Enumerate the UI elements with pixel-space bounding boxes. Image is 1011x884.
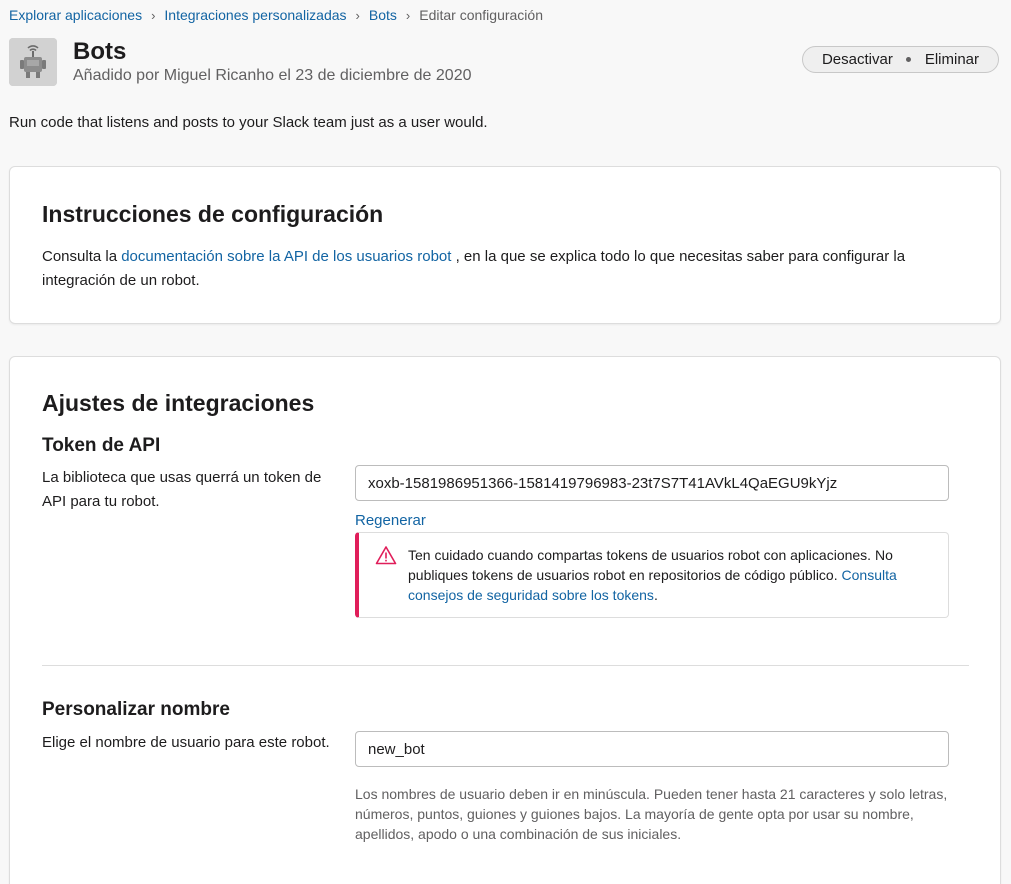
divider <box>42 665 969 666</box>
app-description: Run code that listens and posts to your Slack team just as a user would. <box>9 114 488 131</box>
deactivate-button[interactable]: Desactivar <box>821 51 893 68</box>
warning-end: . <box>653 587 658 603</box>
settings-title: Ajustes de integraciones <box>42 390 315 416</box>
api-token-description: La biblioteca que usas querrá un token de API para tu robot. <box>42 469 322 510</box>
warning-text <box>408 545 928 605</box>
integration-settings-card <box>9 356 1001 884</box>
separator-dot <box>906 57 911 62</box>
bot-api-docs-link[interactable]: documentación sobre la API de los usuarios robot <box>121 248 452 265</box>
setup-text <box>42 245 962 293</box>
bot-name-input[interactable] <box>355 731 949 767</box>
added-by-text: Añadido por Miguel Ricanho el 23 de diciembre de 2020 <box>73 67 472 84</box>
warning-icon <box>375 545 397 565</box>
breadcrumb-bots[interactable]: Bots <box>368 7 397 23</box>
username-hint: Los nombres de usuario deben ir en minúscula. Pueden tener hasta 21 caracteres y solo letras, números, puntos, guiones y guiones bajos. La mayoría de gente opta por usar su nombre, apellidos, apodo o una combinación de sus iniciales. <box>355 786 948 842</box>
robot-icon <box>9 38 57 86</box>
breadcrumb-explore-apps[interactable]: Explorar aplicaciones <box>9 7 143 23</box>
chevron-right-icon: › <box>355 7 360 23</box>
token-warning <box>355 532 949 618</box>
setup-instructions-card <box>9 166 1001 324</box>
chevron-right-icon: › <box>405 7 411 23</box>
setup-text-after: , en la que se explica todo lo que necesitas saber para configurar la integración de un robot. <box>42 248 906 289</box>
setup-text-before: Consulta la <box>42 248 122 265</box>
api-token-title: Token de API <box>42 435 161 456</box>
token-security-link[interactable]: Consulta consejos de seguridad sobre los tokens <box>408 567 897 603</box>
custom-name-description: Elige el nombre de usuario para este robot. <box>42 734 330 751</box>
page-title: Bots <box>73 38 127 65</box>
chevron-right-icon: › <box>151 7 156 23</box>
breadcrumb <box>9 7 543 23</box>
warning-message: Ten cuidado cuando compartas tokens de usuarios robot con aplicaciones. No publiques tokens de usuarios robot en repositorios de código público. <box>408 547 893 583</box>
breadcrumb-custom-integrations[interactable]: Integraciones personalizadas <box>164 7 347 23</box>
breadcrumb-current: Editar configuración <box>419 7 543 23</box>
regenerate-link[interactable]: Regenerar <box>355 512 426 529</box>
delete-button[interactable]: Eliminar <box>924 51 980 68</box>
setup-title: Instrucciones de configuración <box>42 201 384 227</box>
app-actions <box>802 46 999 73</box>
api-token-input[interactable] <box>355 465 949 501</box>
custom-name-title: Personalizar nombre <box>42 699 230 720</box>
